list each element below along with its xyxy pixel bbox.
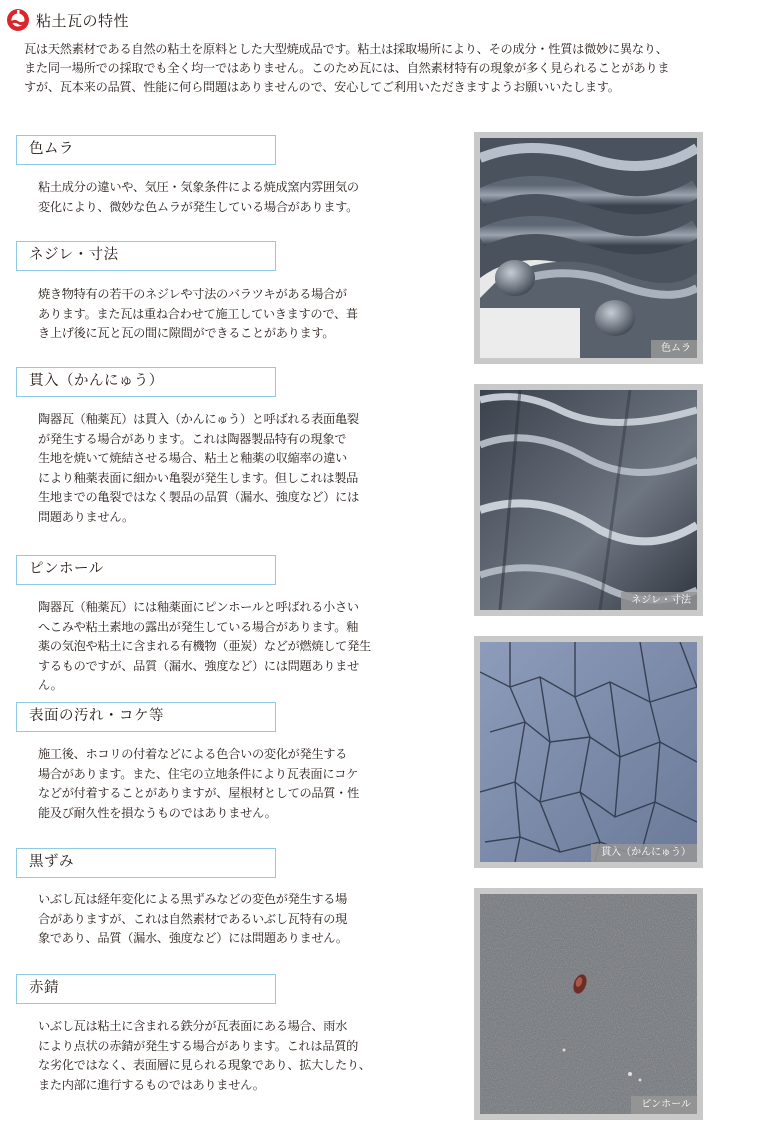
- photo-iromura: [474, 132, 703, 364]
- speckled-tile-surface-image: [480, 894, 697, 1114]
- roof-tiles-image: [480, 138, 697, 358]
- photo-caption: ピンホール: [631, 1096, 697, 1114]
- section-text-akasabi: [38, 1017, 380, 1095]
- text-line: あります。また瓦は重ね合わせて施工していきますので、葺: [38, 306, 358, 321]
- text-line: いぶし瓦は粘土に含まれる鉄分が瓦表面にある場合、雨水: [38, 1019, 348, 1033]
- section-title-nejire: ネジレ・寸法: [16, 241, 276, 271]
- section-text-kannyu: [38, 410, 380, 527]
- text-line: が発生する場合があります。これは陶器製品特有の現象で: [38, 431, 347, 446]
- text-line: により釉薬表面に細かい亀裂が発生します。但しこれは製品: [38, 470, 358, 485]
- text-line: な劣化ではなく、表面層に見られる現象であり、拡大したり、: [38, 1058, 371, 1072]
- photo-caption: 色ムラ: [651, 340, 697, 358]
- section-text-yogore: [38, 745, 380, 823]
- text-line: などが付着することがありますが、屋根材としての品質・性: [38, 786, 359, 800]
- page-title: 粘土瓦の特性: [36, 11, 130, 30]
- intro-line: また同一場所での採取でも全く均一ではありません。このため瓦には、自然素材特有の現象が多く見られることがありま: [24, 61, 670, 75]
- text-line: 焼き物特有の若干のネジレや寸法のバラツキがある場合が: [38, 287, 347, 301]
- photo-kannyu: [474, 636, 703, 868]
- text-line: 生地までの亀裂ではなく製品の品質（漏水、強度など）には: [38, 490, 359, 504]
- photo-pinhole: [474, 888, 703, 1120]
- section-text-nejire: [38, 285, 380, 344]
- photo-nejire: [474, 384, 703, 616]
- section-title-yogore: 表面の汚れ・コケ等: [16, 702, 276, 732]
- text-line: へこみや粘土素地の露出が発生している場合があります。釉: [38, 619, 358, 634]
- crackle-glaze-image: [480, 642, 697, 862]
- text-line: 場合があります。また、住宅の立地条件により瓦表面にコケ: [38, 766, 358, 781]
- text-line: 問題ありません。: [38, 509, 134, 524]
- text-line: 合がありますが、これは自然素材であるいぶし瓦特有の現: [38, 911, 348, 926]
- text-line: 粘土成分の違いや、気圧・気象条件による焼成窯内雰囲気の: [38, 180, 359, 194]
- text-line: するものですが、品質（漏水、強度など）には問題ありません。: [38, 658, 359, 692]
- section-title-kurozumi: 黒ずみ: [16, 848, 276, 878]
- text-line: 能及び耐久性を損なうものではありません。: [38, 805, 277, 820]
- text-line: 薬の気泡や粘土に含まれる有機物（亜炭）などが燃焼して発生: [38, 639, 371, 653]
- section-title-kannyu: 貫入（かんにゅう）: [16, 367, 276, 397]
- text-line: により点状の赤錆が発生する場合があります。これは品質的: [38, 1038, 358, 1053]
- text-line: いぶし瓦は経年変化による黒ずみなどの変色が発生する場: [38, 892, 348, 906]
- intro-paragraph: [24, 40, 724, 97]
- section-title-pinhole: ピンホール: [16, 555, 276, 585]
- roof-tiles-image: [480, 390, 697, 610]
- section-text-kurozumi: [38, 890, 380, 949]
- intro-line: 瓦は天然素材である自然の粘土を原料とした大型焼成品です。粘土は採取場所により、その成分・性質は微妙に異なり、: [24, 42, 668, 56]
- text-line: 生地を焼いて焼結させる場合、粘土と釉薬の収縮率の違い: [38, 451, 348, 465]
- section-text-iromura: [38, 178, 380, 217]
- intro-line: すが、瓦本来の品質、性能に何ら問題はありませんので、安心してご利用いただきますようお願いいたします。: [24, 80, 620, 94]
- text-line: 施工後、ホコリの付着などによる色合いの変化が発生する: [38, 747, 348, 761]
- text-line: 陶器瓦（釉薬瓦）は貫入（かんにゅう）と呼ばれる表面亀裂: [38, 412, 359, 426]
- photo-caption: 貫入（かんにゅう）: [591, 844, 697, 862]
- text-line: き上げ後に瓦と瓦の間に隙間ができることがあります。: [38, 326, 335, 340]
- text-line: また内部に進行するものではありません。: [38, 1077, 265, 1092]
- section-text-pinhole: [38, 598, 380, 696]
- page-header: [6, 8, 129, 32]
- section-title-iromura: 色ムラ: [16, 135, 276, 165]
- text-line: 象であり、品質（漏水、強度など）には問題ありません。: [38, 931, 348, 945]
- text-line: 陶器瓦（釉薬瓦）には釉薬面にピンホールと呼ばれる小さい: [38, 600, 359, 614]
- text-line: 変化により、微妙な色ムラが発生している場合があります。: [38, 199, 358, 214]
- red-circle-wave-logo-icon: [6, 8, 30, 32]
- photo-caption: ネジレ・寸法: [621, 592, 697, 610]
- section-title-akasabi: 赤錆: [16, 974, 276, 1004]
